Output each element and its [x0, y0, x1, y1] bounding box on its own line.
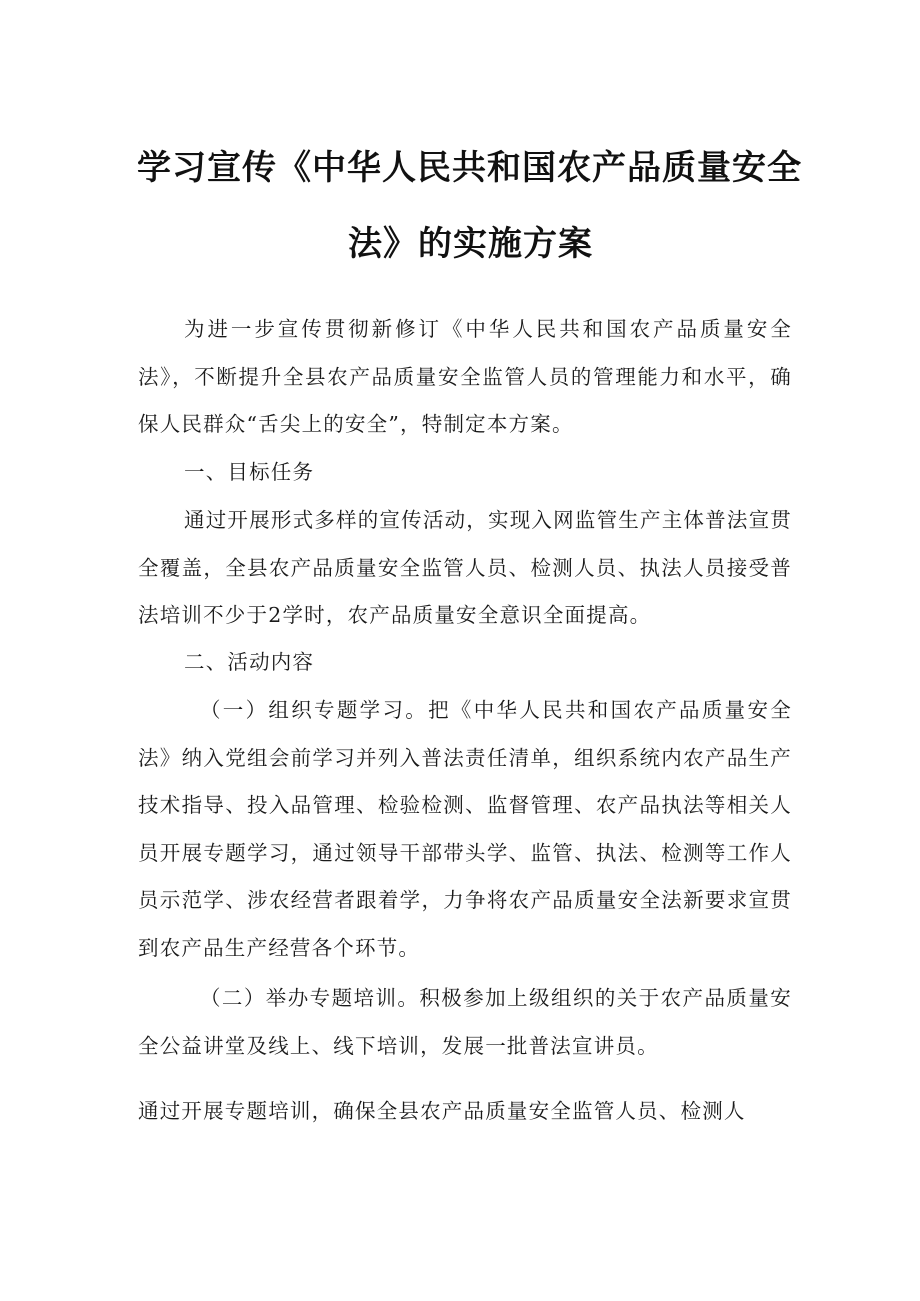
item2-continuation: 通过开展专题培训，确保全县农产品质量安全监管人员、检测人 [138, 1099, 746, 1123]
item2-paragraph: （二）举办专题培训。积极参加上级组织的关于农产品质量安全公益讲堂及线上、线下培训，发展一批普法宣讲员。 [138, 986, 792, 1058]
document-title-line1: 学习宣传《中华人民共和国农产品质量安全 [137, 148, 802, 188]
item1-paragraph: （一）组织专题学习。把《中华人民共和国农产品质量安全法》纳入党组会前学习并列入普法责任清单，组织系统内农产品生产技术指导、投入品管理、检验检测、监督管理、农产品执法等相关人员开展专题学习，通过领导干部带头学、监管、执法、检测等工作人员示范学、涉农经营者跟着学，力争将农产品质量安全法新要求宣贯到农产品生产经营各个环节。 [138, 698, 792, 960]
section2-heading: 二、活动内容 [184, 650, 315, 674]
document-title-line2: 法》的实施方案 [348, 224, 593, 264]
section1-heading: 一、目标任务 [184, 460, 315, 484]
section1-paragraph: 通过开展形式多样的宣传活动，实现入网监管生产主体普法宣贯全覆盖，全县农产品质量安全监管人员、检测人员、执法人员接受普法培训不少于2学时，农产品质量安全意识全面提高。 [138, 508, 792, 627]
intro-paragraph: 为进一步宣传贯彻新修订《中华人民共和国农产品质量安全法》，不断提升全县农产品质量安全监管人员的管理能力和水平，确保人民群众“舌尖上的安全”，特制定本方案。 [138, 317, 792, 436]
